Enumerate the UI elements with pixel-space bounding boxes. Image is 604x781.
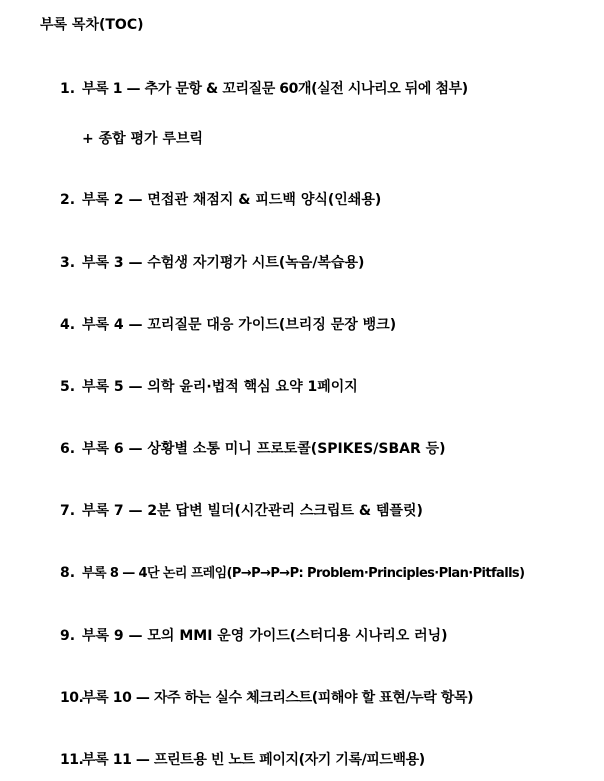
toc-item-text: 부록 3 — 수험생 자기평가 시트(녹음/복습용) (82, 255, 365, 271)
toc-item-number: 3. (60, 255, 76, 271)
toc-item-text: 부록 10 — 자주 하는 실수 체크리스트(피해야 할 표현/누락 항목) (82, 690, 474, 706)
toc-item-number: 1. (60, 81, 76, 97)
toc-item-6 (60, 438, 446, 458)
toc-item-text: 부록 6 — 상황별 소통 미니 프로토콜(SPIKES/SBAR 등) (82, 441, 446, 457)
toc-item-text: 부록 7 — 2분 답변 빌더(시간관리 스크립트 & 템플릿) (82, 503, 423, 519)
toc-item-text: 부록 8 — 4단 논리 프레임(P→P→P→P: Problem·Principles·Plan·Pitfalls) (82, 566, 525, 581)
toc-item-number: 11. (60, 752, 84, 768)
toc-item-text: 부록 4 — 꼬리질문 대응 가이드(브리징 문장 뱅크) (82, 317, 397, 333)
toc-item-4 (60, 314, 396, 334)
toc-item-number: 8. (60, 565, 76, 581)
toc-item-text: 부록 5 — 의학 윤리·법적 핵심 요약 1페이지 (82, 379, 358, 395)
toc-item-number: 10. (60, 690, 84, 706)
toc-item-11 (60, 749, 425, 769)
toc-item-number: 6. (60, 441, 76, 457)
toc-item-number: 4. (60, 317, 76, 333)
toc-item-1-subline: + 종합 평가 루브릭 (82, 131, 204, 147)
toc-item-5 (60, 376, 358, 396)
toc-item-number: 5. (60, 379, 76, 395)
toc-item-number: 7. (60, 503, 76, 519)
toc-item-3 (60, 252, 364, 272)
toc-item-text: 부록 2 — 면접관 채점지 & 피드백 양식(인쇄용) (82, 192, 382, 208)
toc-item-9 (60, 625, 448, 645)
toc-item-8 (60, 562, 524, 581)
toc-heading: 부록 목차(TOC) (40, 17, 144, 33)
toc-item-2 (60, 189, 381, 209)
toc-item-number: 9. (60, 628, 76, 644)
toc-item-number: 2. (60, 192, 76, 208)
toc-item-10 (60, 687, 473, 707)
toc-item-7 (60, 500, 423, 520)
toc-item-text: 부록 9 — 모의 MMI 운영 가이드(스터디용 시나리오 러닝) (82, 628, 448, 644)
toc-item-text: 부록 11 — 프린트용 빈 노트 페이지(자기 기록/피드백용) (82, 752, 425, 768)
toc-item-text: 부록 1 — 추가 문항 & 꼬리질문 60개(실전 시나리오 뒤에 첨부) (82, 81, 468, 97)
toc-item-1 (60, 78, 468, 98)
